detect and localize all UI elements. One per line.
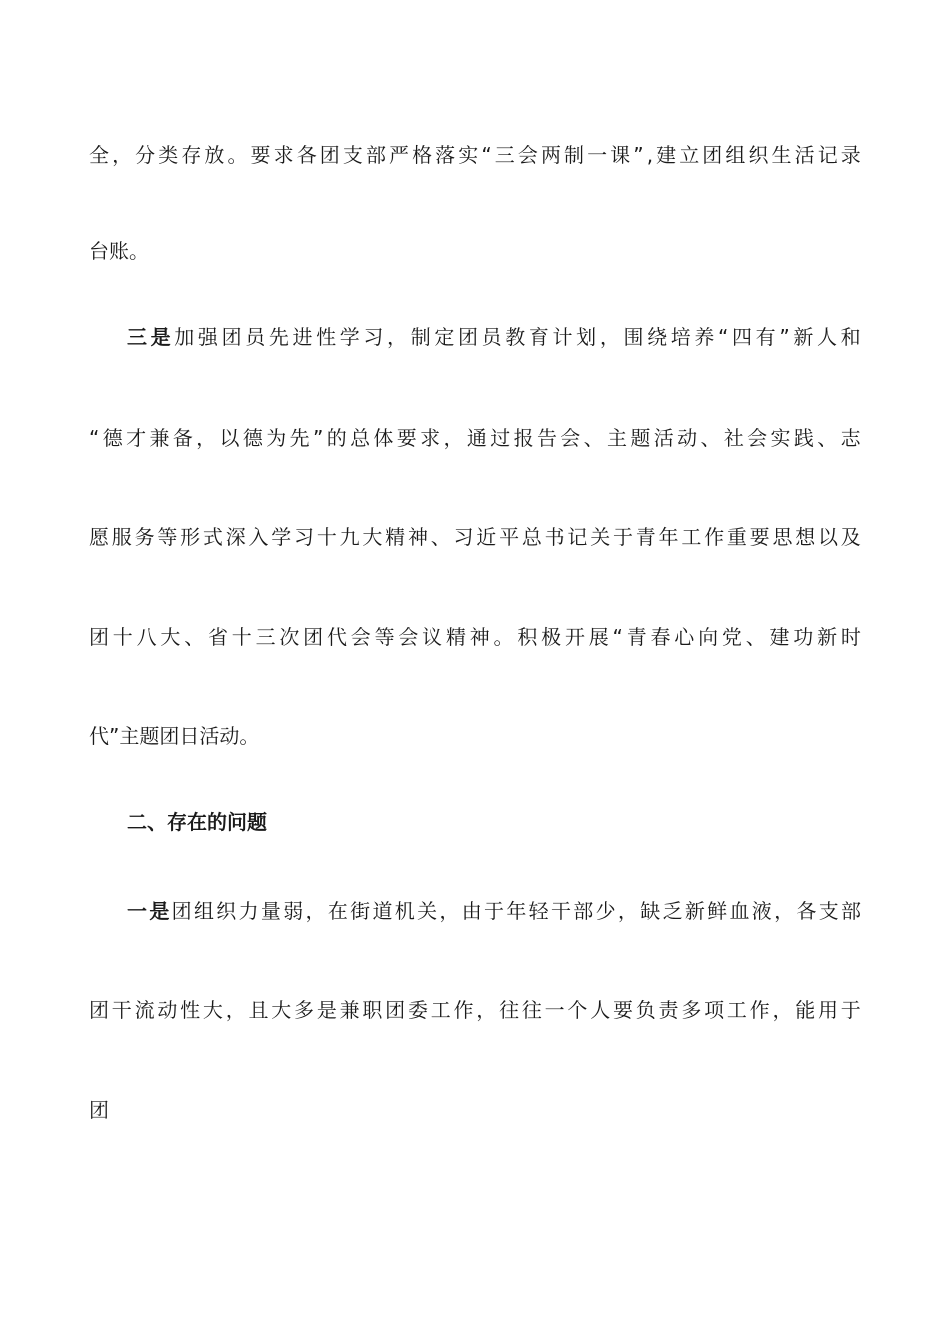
text-char: “ <box>612 625 623 649</box>
text-char: 有 <box>755 325 776 349</box>
text-char: 春 <box>650 625 671 649</box>
text-char: 液 <box>751 899 772 923</box>
text-char: 大 <box>160 625 181 649</box>
text-char: 强 <box>197 325 218 349</box>
text-char: ， <box>225 998 246 1022</box>
text-char: 及 <box>840 525 861 549</box>
text-char: 八 <box>136 625 157 649</box>
text-char: 为 <box>266 426 287 450</box>
text-char: 于 <box>840 998 861 1022</box>
text-char: 一 <box>544 998 565 1022</box>
text-char: 以 <box>219 426 240 450</box>
text-char: ， <box>305 899 326 923</box>
text-char: 三 <box>494 143 515 167</box>
text-char: 委 <box>407 998 428 1022</box>
text-char: 、 <box>430 525 451 549</box>
text-char: 团 <box>702 143 723 167</box>
text-char: 于 <box>612 525 633 549</box>
text-char: ， <box>112 143 133 167</box>
text-char: 式 <box>202 525 223 549</box>
text-char: 九 <box>339 525 360 549</box>
text-char: 分 <box>135 143 156 167</box>
text-char: 作 <box>453 998 474 1022</box>
text-char: 建 <box>769 625 790 649</box>
text-char: 等 <box>374 625 395 649</box>
text-char: 书 <box>544 525 565 549</box>
text-char: 三 <box>255 625 276 649</box>
text-char: 格 <box>412 143 433 167</box>
text-char: 支 <box>818 899 839 923</box>
text-char: 十 <box>231 625 252 649</box>
text-char: 定 <box>434 325 455 349</box>
paragraph-line-7 <box>89 722 861 750</box>
text-char: 绕 <box>647 325 668 349</box>
text-char: 先 <box>268 325 289 349</box>
text-char: 全 <box>89 143 109 167</box>
text-char: 年 <box>506 899 527 923</box>
text-char: 性 <box>180 998 201 1022</box>
text-char: 干 <box>550 899 571 923</box>
text-char: ， <box>599 325 620 349</box>
text-char: 展 <box>588 625 609 649</box>
text-char: 轻 <box>528 899 549 923</box>
line-text: 台账。 <box>89 239 149 263</box>
text-char: 形 <box>180 525 201 549</box>
text-char: 十 <box>316 525 337 549</box>
paragraph-line-2 <box>89 237 861 265</box>
text-char: 四 <box>732 325 753 349</box>
text-char: 性 <box>316 325 337 349</box>
lead-char: 三 <box>127 325 147 349</box>
text-char: 深 <box>225 525 246 549</box>
paragraph-line-8 <box>127 897 861 925</box>
text-char: 习 <box>294 525 315 549</box>
text-char: 求 <box>420 426 441 450</box>
text-char: 十 <box>112 625 133 649</box>
text-char: 要 <box>749 525 770 549</box>
text-char: ， <box>774 899 795 923</box>
text-char: 心 <box>674 625 695 649</box>
text-char: 街 <box>350 899 371 923</box>
text-char: 存 <box>181 143 202 167</box>
text-char: 员 <box>245 325 266 349</box>
text-char: 入 <box>248 525 269 549</box>
text-char: 量 <box>260 899 281 923</box>
text-char: 用 <box>818 998 838 1022</box>
text-char: 团 <box>171 899 192 923</box>
lead-char: 是 <box>149 899 170 923</box>
text-char: 各 <box>796 899 817 923</box>
text-char: 思 <box>772 525 793 549</box>
text-char: 青 <box>635 525 656 549</box>
text-char: 习 <box>363 325 384 349</box>
text-char: 主 <box>607 426 628 450</box>
text-char: 一 <box>587 143 608 167</box>
text-char: 践 <box>793 426 814 450</box>
paragraph-line-10 <box>89 1096 861 1124</box>
text-char: 平 <box>499 525 520 549</box>
text-char: 功 <box>793 625 814 649</box>
text-char: 团 <box>89 625 109 649</box>
text-char: 以 <box>818 525 838 549</box>
text-char: 大 <box>362 525 383 549</box>
text-char: 会 <box>398 625 419 649</box>
text-char: 往 <box>521 998 542 1022</box>
text-char: ” <box>779 325 790 349</box>
text-char: 力 <box>238 899 259 923</box>
text-char: 道 <box>372 899 393 923</box>
text-char: 团 <box>319 143 340 167</box>
text-char: 大 <box>271 998 292 1022</box>
text-char: 各 <box>296 143 317 167</box>
paragraph-line-1 <box>89 141 861 169</box>
text-char: 务 <box>134 525 155 549</box>
text-char: 课 <box>610 143 631 167</box>
text-char: 想 <box>795 525 816 549</box>
text-char: 由 <box>461 899 482 923</box>
text-char: 志 <box>840 426 861 450</box>
text-char: 神 <box>407 525 428 549</box>
text-char: 往 <box>499 998 520 1022</box>
text-char: 人 <box>590 998 611 1022</box>
text-char: 通 <box>466 426 487 450</box>
text-char: 立 <box>679 143 700 167</box>
text-char: 团 <box>457 325 478 349</box>
text-char: 体 <box>373 426 394 450</box>
paragraph-line-9 <box>89 996 861 1024</box>
text-char: 组 <box>193 899 214 923</box>
text-char: ” <box>633 143 644 167</box>
text-char: 团 <box>303 625 324 649</box>
text-char: 加 <box>174 325 195 349</box>
text-char: 动 <box>157 998 178 1022</box>
text-char: 积 <box>517 625 538 649</box>
text-char: 人 <box>816 325 837 349</box>
text-char: 实 <box>770 426 791 450</box>
lead-char: 是 <box>150 325 171 349</box>
text-char: 动 <box>677 426 698 450</box>
text-char: 愿 <box>89 525 109 549</box>
text-char: 兼 <box>149 426 170 450</box>
text-char: 活 <box>794 143 815 167</box>
text-char: 职 <box>362 998 383 1022</box>
text-char: 落 <box>435 143 456 167</box>
text-char: 先 <box>289 426 310 450</box>
text-char: 开 <box>564 625 585 649</box>
text-char: 省 <box>207 625 228 649</box>
text-char: 组 <box>725 143 746 167</box>
text-char: 才 <box>126 426 147 450</box>
text-char: 兼 <box>339 998 360 1022</box>
text-char: 于 <box>484 899 504 923</box>
text-char: 计 <box>552 325 573 349</box>
text-char: ， <box>772 998 793 1022</box>
text-char: 机 <box>394 899 415 923</box>
text-char: 等 <box>157 525 178 549</box>
text-char: 制 <box>564 143 585 167</box>
text-char: 在 <box>327 899 348 923</box>
text-char: 代 <box>326 625 347 649</box>
text-char: 会 <box>350 625 371 649</box>
text-char: 新 <box>793 325 814 349</box>
text-char: 工 <box>726 998 747 1022</box>
paragraph-line-4 <box>89 424 861 452</box>
text-char: 青 <box>626 625 647 649</box>
text-char: 精 <box>445 625 466 649</box>
text-char: ， <box>443 426 464 450</box>
text-char: 少 <box>595 899 616 923</box>
text-char: 、 <box>700 426 721 450</box>
text-char: 要 <box>396 426 417 450</box>
text-char: 极 <box>541 625 562 649</box>
text-char: “ <box>718 325 729 349</box>
text-char: 总 <box>521 525 542 549</box>
text-char: 向 <box>698 625 719 649</box>
text-char: 精 <box>385 525 406 549</box>
text-char: 血 <box>729 899 750 923</box>
section-heading <box>127 808 861 836</box>
text-char: 部 <box>573 899 594 923</box>
text-char: 德 <box>242 426 263 450</box>
text-char: 教 <box>505 325 526 349</box>
text-char: 、 <box>583 426 604 450</box>
text-char: 多 <box>681 998 702 1022</box>
text-char: ， <box>196 426 217 450</box>
text-char: 会 <box>747 426 768 450</box>
text-char: 报 <box>513 426 534 450</box>
text-char: 、 <box>184 625 205 649</box>
text-char: ， <box>439 899 460 923</box>
text-char: 要 <box>250 143 271 167</box>
text-char: 习 <box>453 525 474 549</box>
text-char: 个 <box>567 998 588 1022</box>
text-char: 、 <box>745 625 766 649</box>
text-char: 鲜 <box>707 899 728 923</box>
text-char: 织 <box>216 899 237 923</box>
text-char: 和 <box>840 325 861 349</box>
text-char: 严 <box>389 143 410 167</box>
text-char: 年 <box>658 525 679 549</box>
text-char: 部 <box>365 143 386 167</box>
text-char: 支 <box>342 143 363 167</box>
text-char: 织 <box>748 143 769 167</box>
text-char: 生 <box>771 143 792 167</box>
text-char: 育 <box>528 325 549 349</box>
text-char: 求 <box>273 143 294 167</box>
text-char: 记 <box>567 525 588 549</box>
text-char: 乏 <box>662 899 683 923</box>
paragraph-line-6 <box>89 623 861 651</box>
text-char: 重 <box>726 525 747 549</box>
text-char: 新 <box>684 899 705 923</box>
text-char: 次 <box>279 625 300 649</box>
text-char: 干 <box>111 998 132 1022</box>
text-char: 且 <box>248 998 269 1022</box>
text-char: 作 <box>749 998 770 1022</box>
text-char: , <box>646 143 654 167</box>
line-text: 团 <box>89 1098 109 1122</box>
paragraph-line-5 <box>89 523 861 551</box>
lead-char: 一 <box>127 899 147 923</box>
text-char: 近 <box>476 525 497 549</box>
text-char: 能 <box>795 998 816 1022</box>
text-char: “ <box>481 143 492 167</box>
text-char: 神 <box>469 625 490 649</box>
text-char: 会 <box>560 426 581 450</box>
text-char: 的 <box>326 426 347 450</box>
text-char: 项 <box>704 998 725 1022</box>
text-char: 两 <box>540 143 561 167</box>
text-char: 建 <box>656 143 677 167</box>
text-char: 工 <box>681 525 702 549</box>
text-char: 围 <box>623 325 644 349</box>
text-char: 实 <box>458 143 479 167</box>
text-char: 德 <box>102 426 123 450</box>
text-char: ， <box>476 998 497 1022</box>
text-char: 记 <box>817 143 838 167</box>
text-char: 题 <box>630 426 651 450</box>
text-char: 流 <box>134 998 155 1022</box>
text-char: 负 <box>635 998 656 1022</box>
text-char: 团 <box>221 325 242 349</box>
text-char: 缺 <box>640 899 661 923</box>
text-char: 工 <box>430 998 451 1022</box>
text-char: 学 <box>339 325 360 349</box>
text-char: 时 <box>840 625 861 649</box>
text-char: 社 <box>723 426 744 450</box>
text-char: 弱 <box>283 899 304 923</box>
heading-text: 二、存在的问题 <box>127 810 267 834</box>
text-char: 养 <box>694 325 715 349</box>
text-char: 议 <box>422 625 443 649</box>
text-char: 大 <box>202 998 223 1022</box>
text-char: 团 <box>89 998 109 1022</box>
text-char: 。 <box>493 625 514 649</box>
text-char: 新 <box>817 625 838 649</box>
text-char: 总 <box>350 426 371 450</box>
text-char: 服 <box>111 525 132 549</box>
text-char: 告 <box>536 426 557 450</box>
text-char: 录 <box>840 143 861 167</box>
text-char: ” <box>312 426 324 450</box>
text-char: 是 <box>316 998 337 1022</box>
text-char: 放 <box>204 143 225 167</box>
text-char: 关 <box>590 525 611 549</box>
text-char: ， <box>387 325 408 349</box>
text-char: 过 <box>490 426 511 450</box>
text-char: 关 <box>417 899 438 923</box>
paragraph-line-3 <box>127 323 861 351</box>
text-char: 多 <box>294 998 315 1022</box>
text-char: 备 <box>172 426 193 450</box>
text-char: 。 <box>227 143 248 167</box>
text-char: 团 <box>385 998 406 1022</box>
text-char: 、 <box>817 426 838 450</box>
line-text: 代”主题团日活动。 <box>89 724 260 748</box>
text-char: 划 <box>576 325 597 349</box>
text-char: 党 <box>721 625 742 649</box>
text-char: 部 <box>841 899 861 923</box>
text-char: 员 <box>481 325 502 349</box>
text-char: 学 <box>271 525 292 549</box>
text-char: 类 <box>158 143 179 167</box>
text-char: 培 <box>670 325 691 349</box>
text-char: ， <box>617 899 638 923</box>
text-char: 会 <box>517 143 538 167</box>
text-char: 进 <box>292 325 313 349</box>
text-char: 活 <box>653 426 674 450</box>
text-char: 要 <box>612 998 633 1022</box>
text-char: “ <box>89 426 100 450</box>
text-char: 责 <box>658 998 679 1022</box>
text-char: 制 <box>410 325 431 349</box>
text-char: 作 <box>704 525 725 549</box>
